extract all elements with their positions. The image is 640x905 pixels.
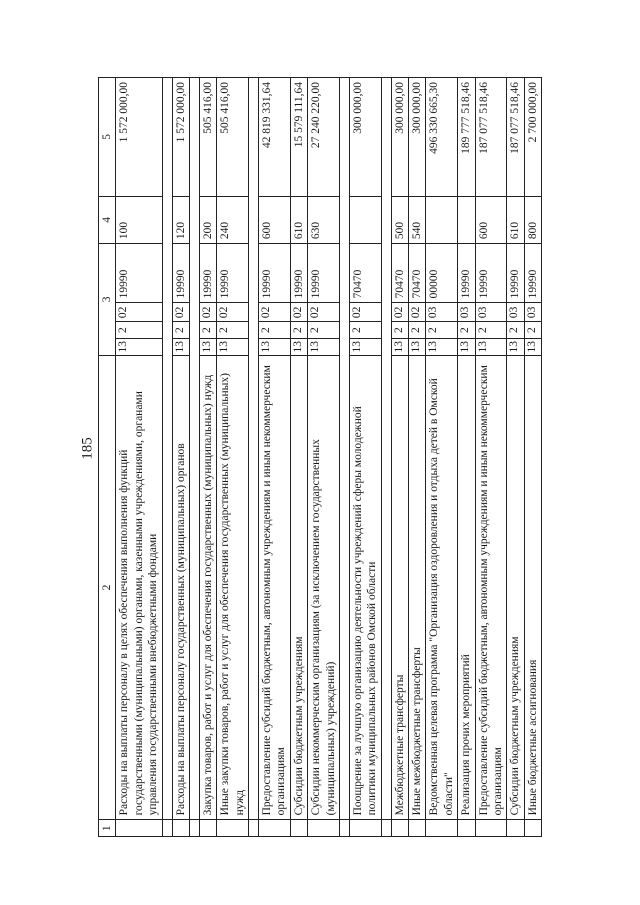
row-code-c: 03 (475, 303, 507, 322)
row-number-cell (409, 820, 426, 837)
header-col-5: 5 (99, 78, 116, 197)
row-number-cell (426, 820, 458, 837)
row-code-d: 70470 (409, 244, 426, 303)
row-description: Расходы на выплаты персоналу в целях обеспечения выполнения функций государственными (муниципальными) органами, казенными учреждениями, органами управления государственными внебюджетными фондами (116, 355, 162, 820)
row-code-b: 2 (290, 322, 307, 339)
row-type-code: 600 (259, 196, 291, 243)
row-code-c: 02 (290, 303, 307, 322)
row-code-c: 02 (217, 303, 249, 322)
row-code-d: 19990 (524, 244, 541, 303)
row-number-cell (507, 820, 524, 837)
row-amount: 1 572 000,00 (172, 78, 189, 197)
row-code-d: 19990 (199, 244, 216, 303)
row-code-d: 70470 (349, 244, 381, 303)
row-type-code: 600 (475, 196, 507, 243)
row-number-cell (308, 820, 340, 837)
row-description: Поощрение за лучшую организацию деятельности учреждений сферы молодежной политики муниципальных районов Омской области (349, 355, 381, 820)
header-col-3: 3 (99, 244, 116, 355)
row-type-code: 630 (308, 196, 340, 243)
row-code-a: 13 (391, 338, 408, 355)
row-description: Предоставление субсидий бюджетным, автономным учреждениям и иным некоммерческим организациям (259, 355, 291, 820)
row-code-c: 02 (308, 303, 340, 322)
spacer-cell (189, 820, 199, 837)
row-type-code: 120 (172, 196, 189, 243)
spacer-cell (162, 820, 172, 837)
row-code-a: 13 (172, 338, 189, 355)
row-code-d: 19990 (475, 244, 507, 303)
table-row (426, 78, 458, 837)
row-code-c: 02 (259, 303, 291, 322)
row-type-code (349, 196, 381, 243)
row-amount: 505 416,00 (217, 78, 249, 197)
budget-sheet (98, 77, 548, 837)
row-amount: 15 579 111,64 (290, 78, 307, 197)
row-code-a: 13 (524, 338, 541, 355)
row-amount: 27 240 220,00 (308, 78, 340, 197)
row-code-a: 13 (349, 338, 381, 355)
row-code-a: 13 (116, 338, 162, 355)
row-code-d: 70470 (391, 244, 408, 303)
row-number-cell (524, 820, 541, 837)
row-description: Расходы на выплаты персоналу государственных (муниципальных) органов (172, 355, 189, 820)
spacer-row (381, 78, 391, 837)
row-code-b: 2 (426, 322, 458, 339)
spacer-row (162, 78, 172, 837)
header-col-4: 4 (99, 196, 116, 243)
row-number-cell (199, 820, 216, 837)
row-description: Иные закупки товаров, работ и услуг для обеспечения государственных (муниципальных) нужд (217, 355, 249, 820)
row-type-code (458, 196, 475, 243)
row-number-cell (116, 820, 162, 837)
row-type-code: 500 (391, 196, 408, 243)
table-row (458, 78, 475, 837)
table-row (507, 78, 524, 837)
row-code-c: 03 (524, 303, 541, 322)
row-code-b: 2 (507, 322, 524, 339)
row-code-c: 02 (116, 303, 162, 322)
row-amount: 505 416,00 (199, 78, 216, 197)
row-code-b: 2 (524, 322, 541, 339)
row-type-code: 610 (290, 196, 307, 243)
row-description: Субсидии бюджетным учреждениям (290, 355, 307, 820)
table-row (349, 78, 381, 837)
row-code-d: 19990 (259, 244, 291, 303)
table-row (199, 78, 216, 837)
spacer-cell (381, 78, 391, 820)
budget-table (98, 77, 542, 837)
row-type-code (426, 196, 458, 243)
row-code-b: 2 (458, 322, 475, 339)
row-code-a: 13 (290, 338, 307, 355)
table-row (524, 78, 541, 837)
row-code-d: 19990 (458, 244, 475, 303)
row-code-b: 2 (259, 322, 291, 339)
row-code-a: 13 (507, 338, 524, 355)
row-code-b: 2 (199, 322, 216, 339)
table-row (308, 78, 340, 837)
row-code-d: 00000 (426, 244, 458, 303)
table-row (116, 78, 162, 837)
spacer-row (339, 78, 349, 837)
table-header-row (99, 78, 116, 837)
row-description: Предоставление субсидий бюджетным, автономным учреждениям и иным некоммерческим организациям (475, 355, 507, 820)
row-code-b: 2 (349, 322, 381, 339)
row-description: Иные бюджетные ассигнования (524, 355, 541, 820)
row-type-code: 610 (507, 196, 524, 243)
row-code-b: 2 (116, 322, 162, 339)
row-code-c: 03 (426, 303, 458, 322)
row-amount: 300 000,00 (409, 78, 426, 197)
spacer-row (249, 78, 259, 837)
spacer-cell (249, 820, 259, 837)
row-amount: 187 077 518,46 (475, 78, 507, 197)
row-code-a: 13 (409, 338, 426, 355)
row-description: Ведомственная целевая программа "Организация оздоровления и отдыха детей в Омской области" (426, 355, 458, 820)
row-amount: 189 777 518,46 (458, 78, 475, 197)
row-amount: 1 572 000,00 (116, 78, 162, 197)
row-type-code: 240 (217, 196, 249, 243)
header-col-1: 1 (99, 820, 116, 837)
spacer-cell (339, 78, 349, 820)
spacer-cell (249, 78, 259, 820)
row-code-d: 19990 (116, 244, 162, 303)
row-number-cell (259, 820, 291, 837)
row-description: Субсидии некоммерческим организациям (за исключением государственных (муниципальных) учреждений) (308, 355, 340, 820)
row-code-b: 2 (217, 322, 249, 339)
spacer-cell (189, 78, 199, 820)
row-number-cell (475, 820, 507, 837)
row-code-a: 13 (217, 338, 249, 355)
row-code-d: 19990 (172, 244, 189, 303)
row-number-cell (349, 820, 381, 837)
row-code-c: 02 (172, 303, 189, 322)
page-number: 185 (79, 437, 96, 460)
row-code-b: 2 (172, 322, 189, 339)
spacer-row (189, 78, 199, 837)
header-col-2: 2 (99, 355, 116, 820)
row-code-b: 2 (308, 322, 340, 339)
table-row (391, 78, 408, 837)
row-number-cell (290, 820, 307, 837)
row-code-b: 2 (409, 322, 426, 339)
row-code-c: 02 (409, 303, 426, 322)
row-code-d: 19990 (308, 244, 340, 303)
row-code-c: 03 (458, 303, 475, 322)
spacer-cell (339, 820, 349, 837)
row-code-a: 13 (426, 338, 458, 355)
row-description: Закупка товаров, работ и услуг для обеспечения государственных (муниципальных) нужд (199, 355, 216, 820)
spacer-cell (162, 78, 172, 820)
row-code-c: 02 (391, 303, 408, 322)
rotated-table-frame (98, 77, 548, 837)
row-code-c: 02 (199, 303, 216, 322)
row-code-b: 2 (475, 322, 507, 339)
row-code-b: 2 (391, 322, 408, 339)
table-row (409, 78, 426, 837)
row-code-a: 13 (458, 338, 475, 355)
row-code-a: 13 (199, 338, 216, 355)
row-code-c: 02 (349, 303, 381, 322)
table-row (259, 78, 291, 837)
table-row (290, 78, 307, 837)
table-row (217, 78, 249, 837)
row-code-a: 13 (308, 338, 340, 355)
row-number-cell (458, 820, 475, 837)
row-amount: 42 819 331,64 (259, 78, 291, 197)
table-row (475, 78, 507, 837)
row-amount: 2 700 000,00 (524, 78, 541, 197)
spacer-cell (381, 820, 391, 837)
row-number-cell (217, 820, 249, 837)
table-row (172, 78, 189, 837)
row-description: Реализация прочих мероприятий (458, 355, 475, 820)
row-description: Иные межбюджетные трансферты (409, 355, 426, 820)
row-number-cell (391, 820, 408, 837)
row-number-cell (172, 820, 189, 837)
row-type-code: 100 (116, 196, 162, 243)
row-code-a: 13 (259, 338, 291, 355)
row-amount: 187 077 518,46 (507, 78, 524, 197)
row-code-a: 13 (475, 338, 507, 355)
row-amount: 300 000,00 (349, 78, 381, 197)
row-amount: 300 000,00 (391, 78, 408, 197)
row-code-d: 19990 (507, 244, 524, 303)
row-amount: 496 330 665,30 (426, 78, 458, 197)
row-description: Межбюджетные трансферты (391, 355, 408, 820)
row-type-code: 540 (409, 196, 426, 243)
row-code-d: 19990 (217, 244, 249, 303)
row-type-code: 200 (199, 196, 216, 243)
row-code-d: 19990 (290, 244, 307, 303)
row-type-code: 800 (524, 196, 541, 243)
row-code-c: 03 (507, 303, 524, 322)
row-description: Субсидии бюджетным учреждениям (507, 355, 524, 820)
